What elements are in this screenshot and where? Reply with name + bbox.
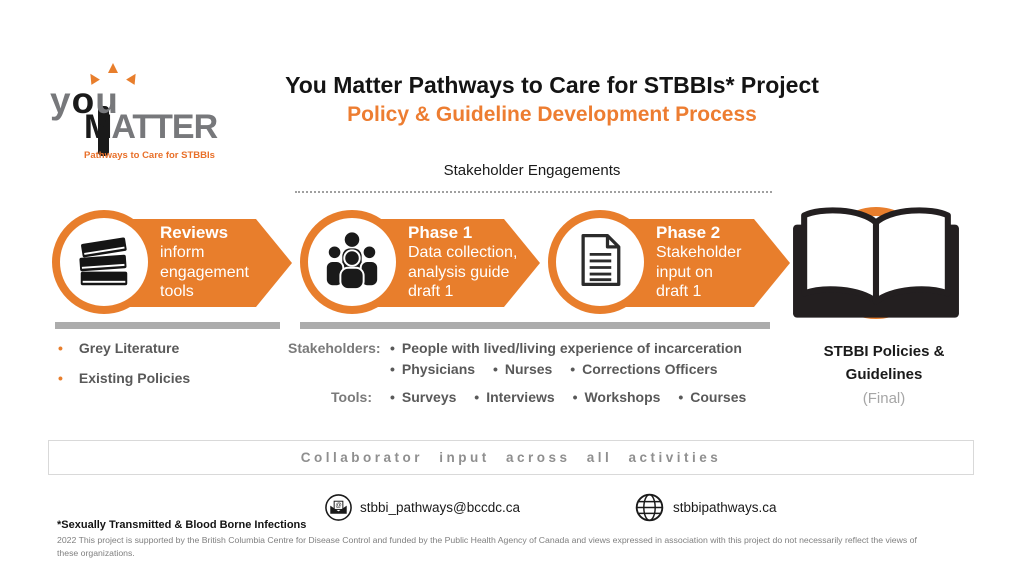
logo-word-you: you: [50, 80, 119, 121]
bullet-dot: •: [678, 389, 684, 405]
list-item-grey-literature: • Grey Literature: [58, 340, 180, 356]
website-address[interactable]: stbbipathways.ca: [673, 500, 777, 515]
collaborator-banner: [48, 440, 974, 475]
email-icon: [324, 493, 353, 527]
disclaimer: 2022 This project is supported by the British Columbia Centre for Disease Control and funded by the Public Health Agency of Canada and views expressed in association with this project do not necessarily reflect the views of these organizations.: [57, 535, 917, 559]
stakeholder-engagements-label: Stakeholder Engagements: [443, 162, 621, 179]
footnote: *Sexually Transmitted & Blood Borne Infections: [57, 519, 307, 531]
step-line: draft 1: [656, 282, 702, 300]
you-matter-logo: [48, 60, 218, 170]
step-line: draft 1: [408, 282, 454, 300]
open-book-icon: [790, 200, 962, 329]
divider-bar-left: [55, 322, 280, 329]
page-title: You Matter Pathways to Care for STBBIs* Project: [285, 72, 819, 98]
bullet-dot: •: [58, 340, 63, 356]
dotted-divider: [295, 191, 772, 193]
step-text-phase1: [408, 223, 538, 301]
bullet-dot: •: [570, 361, 576, 377]
svg-text:@: @: [335, 502, 342, 510]
step-line: Data collection,: [408, 244, 518, 262]
email-address[interactable]: stbbi_pathways@bccdc.ca: [360, 500, 521, 515]
step-line: tools: [160, 282, 194, 300]
step-line: input on: [656, 263, 713, 281]
outcome-status: (Final): [862, 390, 906, 407]
logo-spark-icon: [108, 63, 118, 73]
step-line: engagement: [160, 263, 249, 281]
step-line: inform: [160, 244, 205, 262]
step-title: Phase 1: [408, 223, 473, 242]
step-circle-reviews: [52, 210, 156, 314]
step-line: Stakeholder: [656, 244, 742, 262]
logo-word-matter: MATTER: [84, 108, 218, 146]
document-icon: [570, 230, 630, 295]
stakeholders-row-2: • Physicians • Nurses • Corrections Officers: [390, 361, 718, 377]
logo-spark-icon: [126, 71, 140, 85]
list-item-existing-policies: • Existing Policies: [58, 370, 191, 386]
bullet-dot: •: [58, 370, 63, 386]
divider-bar-center: [300, 322, 770, 329]
bullet-dot: •: [492, 361, 498, 377]
step-text-reviews: [160, 223, 290, 301]
tools-row: • Surveys • Interviews • Workshops • Courses: [390, 389, 747, 405]
bullet-dot: •: [390, 340, 395, 356]
step-title: Phase 2: [656, 223, 721, 242]
people-icon: [321, 229, 383, 296]
stakeholders-row-1: • People with lived/living experience of incarceration: [390, 340, 742, 356]
bullet-dot: •: [572, 389, 578, 405]
step-circle-phase1: [300, 210, 404, 314]
page-subtitle: Policy & Guideline Development Process: [347, 103, 757, 126]
books-icon: [73, 229, 135, 296]
stakeholders-label: Stakeholders:: [288, 340, 381, 356]
globe-icon: [634, 492, 665, 528]
outcome-title: STBBI Policies & Guidelines: [823, 343, 945, 384]
bullet-dot: •: [390, 361, 395, 377]
collaborator-banner-text: Collaborator input across all activities: [300, 450, 722, 465]
tools-label: Tools:: [331, 389, 372, 405]
logo-tagline: Pathways to Care for STBBIs: [84, 150, 215, 161]
step-circle-phase2: [548, 210, 652, 314]
step-line: analysis guide: [408, 263, 510, 281]
bullet-dot: •: [390, 389, 395, 405]
step-text-phase2: [656, 223, 786, 301]
bullet-dot: •: [474, 389, 480, 405]
step-title: Reviews: [160, 223, 229, 242]
